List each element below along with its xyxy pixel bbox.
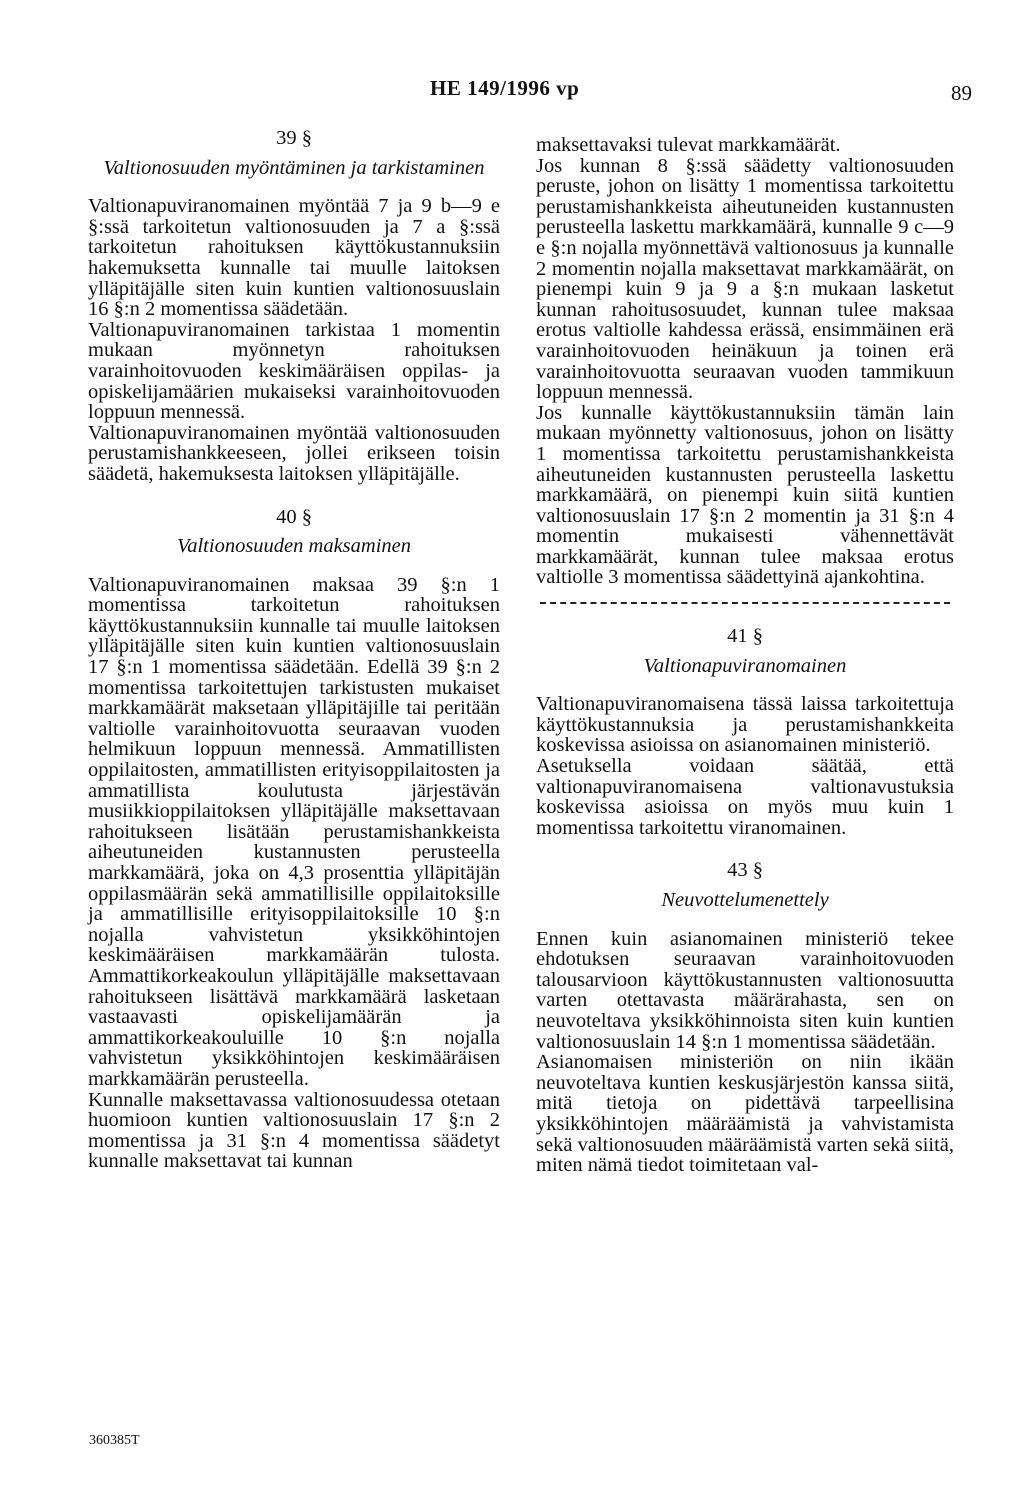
section-40-title: Valtionosuuden maksaminen bbox=[176, 535, 412, 558]
section-39-paragraph-3: Valtionapuviranomainen myöntää valtionosuuden perustamishankkeeseen, jollei erikseen toisin säädetä, hakemuksesta laitoksen ylläpitäjälle. bbox=[88, 421, 500, 485]
continuation-paragraph-3: Jos kunnalle käyttökustannuksiin tämän lain mukaan myönnetty valtionosuus, johon on lisätty 1 momentissa tarkoitettu perustamishankkeista aiheutuneiden kustannusten perusteella laskettu markkamäärä, on pienempi kuin siitä kuntien valtionosuuslain 17 §:n 2 momentin ja 31 §:n 4 momentin mukaisesti vähennettävät markkamäärät, kunnan tulee maksaa erotus valtiolle 3 momentissa säädettyinä ajankohtina. bbox=[536, 401, 954, 589]
section-39-paragraph-2: Valtionapuviranomainen tarkistaa 1 momentin mukaan myönnetyn rahoituksen varainhoitovuoden keskimääräisen oppilas- ja opiskelijamäärien mukaiseksi varainhoitovuoden loppuun mennessä. bbox=[88, 318, 500, 424]
continuation-paragraph-2: Jos kunnan 8 §:ssä säädetty valtionosuuden peruste, johon on lisätty 1 momentissa tarkoitettu perustamishankkeista aiheutuneiden kustannusten perusteella laskettu markkamäärä, kunnalle 9 c—9 e §:n nojalla myönnettävä valtionosuus ja kunnalle 2 momentin nojalla maksettavat markkamäärät, on pienempi kuin 9 ja 9 a §:n mukaan lasketut kunnan rahoitusosuudet, kunnan tulee maksaa erotus valtiolle kahdessa erässä, ensimmäinen erä varainhoitovuoden heinäkuun ja toinen erä varainhoitovuotta seuraavan vuoden tammikuun loppuun mennessä. bbox=[536, 154, 954, 404]
section-41-number: 41 § bbox=[727, 625, 763, 648]
section-43-title: Neuvottelumenettely bbox=[661, 889, 829, 911]
continuation-paragraph-1: maksettavaksi tulevat markkamäärät. bbox=[536, 134, 841, 156]
right-column bbox=[536, 135, 954, 1176]
section-40-paragraph-1: Valtionapuviranomainen maksaa 39 §:n 1 momentissa tarkoitetun rahoituksen käyttökustannuksiin kunnalle tai muulle laitoksen ylläpitäjälle siten kuin kuntien valtionosuuslain 17 §:n 1 momentissa säädetään. Edellä 39 §:n 2 momentissa tarkoitettujen tarkistusten mukaiset markkamäärät maksetaan ylläpitäjille tai peritään valtiolle varainhoitovuotta seuraavan vuoden helmikuun loppuun mennessä. Ammatillisten oppilaitosten, ammatillisten erityisoppilaitosten ja ammatillista koulutusta järjestävän musiikkioppilaitoksen ylläpitäjälle maksettavaan rahoitukseen lisätään perustamishankkeista aiheutuneiden kustannusten perusteella markkamäärä, joka on 4,3 prosenttia ylläpitäjän oppilasmäärän sekä ammatillisille oppilaitoksille ja ammatillisille erityisoppilaitoksille 10 §:n nojalla vahvistetun yksikköhintojen keskimääräisen markkamäärän tulosta. Ammattikorkeakoulun ylläpitäjälle maksettavaan rahoitukseen lisättävä markkamäärä lasketaan vastaavasti opiskelijamäärän ja ammattikorkeakouluille 10 §:n nojalla vahvistetun yksikköhintojen keskimääräisen markkamäärän perusteella. bbox=[88, 573, 500, 1090]
page-number: 89 bbox=[951, 81, 972, 105]
section-39-paragraph-1: Valtionapuviranomainen myöntää 7 ja 9 b—9 e §:ssä tarkoitetun valtionosuuden ja 7 a §:ssä tarkoitetun rahoituksen käyttökustannuksiin hakemuksetta kunnalle tai muulle laitoksen ylläpitäjälle siten kuin kuntien valtionosuuslain 16 §:n 2 momentissa säädetään. bbox=[88, 195, 500, 321]
print-code: 360385T bbox=[89, 1433, 140, 1448]
section-39-title: Valtionosuuden myöntäminen ja tarkistaminen bbox=[103, 156, 485, 179]
section-40-number: 40 § bbox=[276, 505, 312, 528]
section-40-paragraph-2: Kunnalle maksettavassa valtionosuudessa otetaan huomioon kuntien valtionosuuslain 17 §:n 2 momentissa ja 31 §:n 4 momentissa säädetyt kunnalle maksettavat tai kunnan bbox=[88, 1088, 500, 1173]
section-41-title: Valtionapuviranomainen bbox=[643, 654, 847, 677]
omission-divider bbox=[540, 602, 950, 604]
section-41-paragraph-1: Valtionapuviranomaisena tässä laissa tarkoitettuja käyttökustannuksia ja perustamishankkeita koskevissa asioissa on asianomainen ministeriö. bbox=[536, 693, 954, 757]
section-43-number: 43 § bbox=[727, 859, 763, 882]
section-43-paragraph-2: Asianomaisen ministeriön on niin ikään neuvoteltava kuntien keskusjärjestön kanssa siitä, mitä tietoja on pidettävä tarpeellisina yksikköhintojen määräämistä ja vahvistamista sekä valtionosuuden määräämistä varten sekä siitä, miten nämä tiedot toimitetaan val- bbox=[536, 1051, 954, 1177]
left-column bbox=[88, 128, 500, 1172]
running-header-title: HE 149/1996 vp bbox=[430, 76, 580, 100]
section-43-paragraph-1: Ennen kuin asianomainen ministeriö tekee ehdotuksen seuraavan varainhoitovuoden talousarvioon käyttökustannusten valtionosuutta varten otettavasta määrärahasta, sen on neuvoteltava yksikköhinnoista siten kuin kuntien valtionosuuslain 14 §:n 1 momentissa säädetään. bbox=[536, 927, 954, 1053]
section-41-paragraph-2: Asetuksella voidaan säätää, että valtionapuviranomaisena valtionavustuksia koskevissa asioissa on myös muu kuin 1 momentissa tarkoitettu viranomainen. bbox=[536, 755, 954, 839]
section-39-number: 39 § bbox=[276, 127, 312, 149]
